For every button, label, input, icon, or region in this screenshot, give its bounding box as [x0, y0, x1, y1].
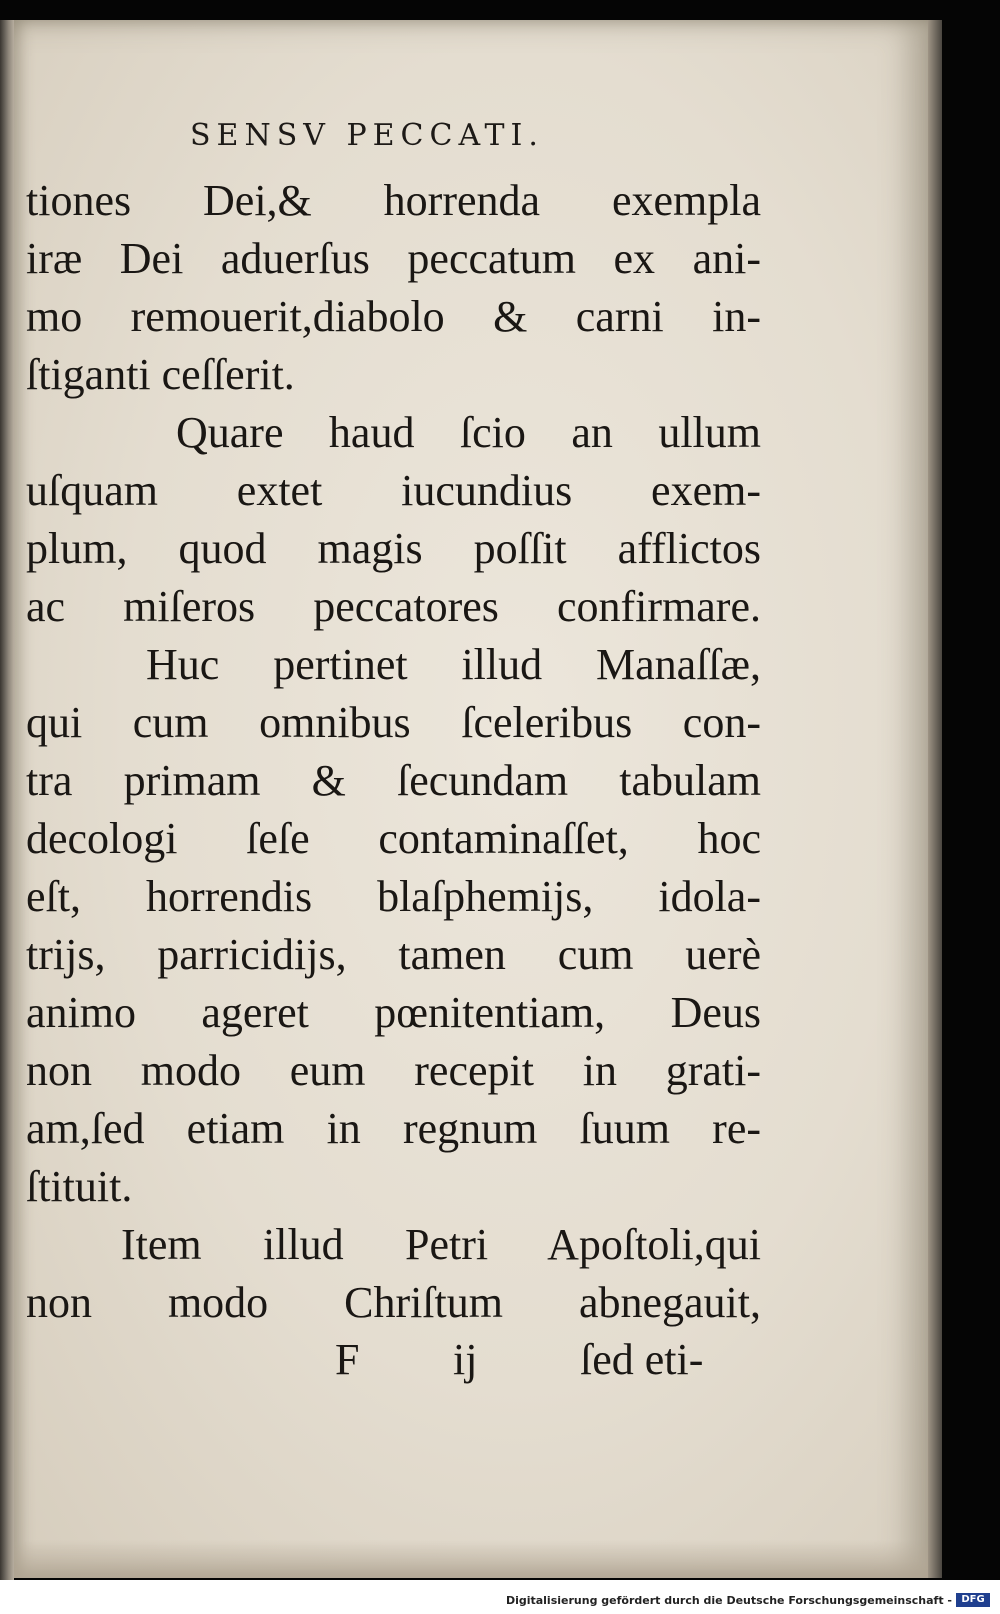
text-line: iræ Dei aduerſus peccatum ex ani-	[26, 234, 761, 283]
text-line: trijs, parricidijs, tamen cum uerè	[26, 930, 761, 979]
text-line: animo ageret pœnitentiam, Deus	[26, 988, 761, 1037]
text-line: Item illud Petri Apoſtoli,qui	[121, 1220, 761, 1269]
footer-credit: Digitalisierung gefördert durch die Deutsche Forschungsgemeinschaft -	[505, 1594, 952, 1607]
text-line: Huc pertinet illud Manaſſæ,	[146, 640, 761, 689]
text-line: ac miſeros peccatores confirmare.	[26, 582, 761, 631]
signature-mark: F	[335, 1335, 360, 1384]
text-block	[26, 172, 761, 1332]
page-right-edge	[928, 20, 942, 1578]
text-line: non modo Chriſtum abnegauit,	[26, 1278, 761, 1327]
running-head: SENSV PECCATI.	[190, 118, 544, 153]
text-line: Quare haud ſcio an ullum	[176, 408, 761, 457]
text-line: ſtituit.	[26, 1162, 133, 1211]
catchword: ſed eti-	[580, 1335, 704, 1384]
page-bottom-shade	[14, 1540, 928, 1578]
text-line: decologi ſeſe contaminaſſet, hoc	[26, 814, 761, 863]
text-line: am,ſed etiam in regnum ſuum re-	[26, 1104, 761, 1153]
text-line: eſt, horrendis blaſphemijs, idola-	[26, 872, 761, 921]
text-line: tra primam & ſecundam tabulam	[26, 756, 761, 805]
page-left-edge	[0, 20, 14, 1580]
text-line: uſquam extet iucundius exem-	[26, 466, 761, 515]
text-line: mo remouerit,diabolo & carni in-	[26, 292, 761, 341]
text-line: plum, quod magis poſſit afflictos	[26, 524, 761, 573]
dfg-logo: DFG	[956, 1593, 990, 1607]
text-line: non modo eum recepit in grati-	[26, 1046, 761, 1095]
signature-number: ij	[453, 1335, 478, 1384]
text-line: tiones Dei,& horrenda exempla	[26, 176, 761, 225]
text-line: qui cum omnibus ſceleribus con-	[26, 698, 761, 747]
text-line: ſtiganti ceſſerit.	[26, 350, 295, 399]
